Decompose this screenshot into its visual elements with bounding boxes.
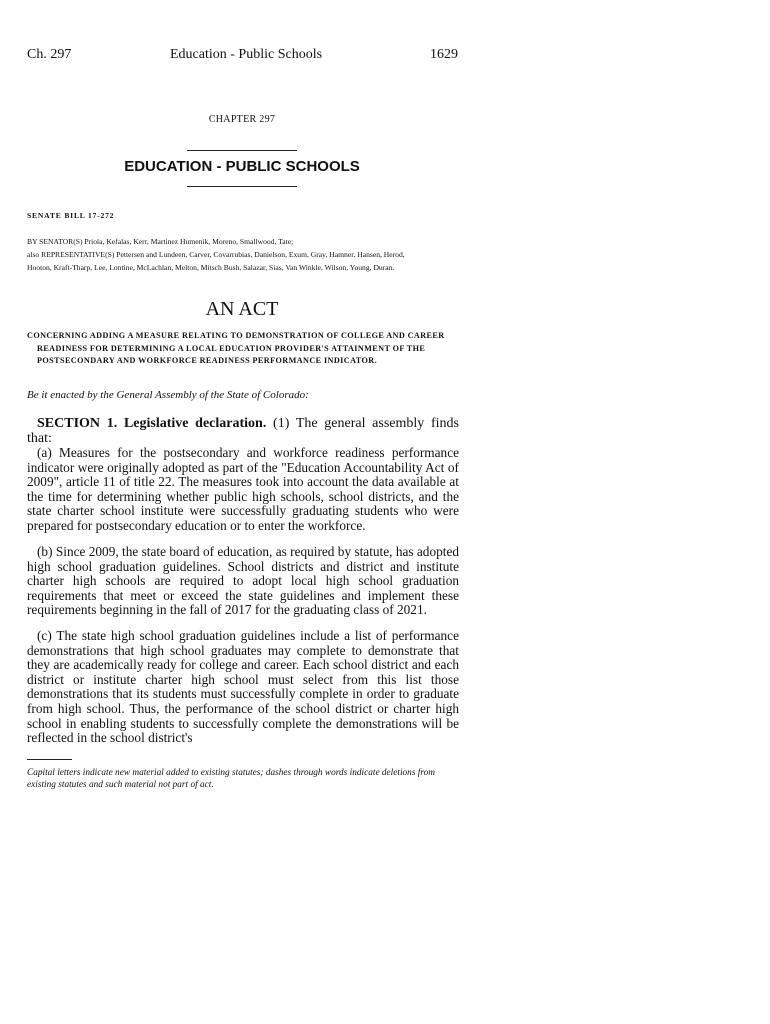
section-1-heading xyxy=(27,417,459,446)
paragraph-b: (b) Since 2009, the state board of education, as required by statute, has adopted high school graduation guidelines. School districts and district and institute charter high schools are required to adopt local high school graduation requirements that meet or exceed the state guidelines and implement these requirements beginning in the fall of 2017 for the graduating class of 2021. xyxy=(27,544,459,618)
sponsors-senators: BY SENATOR(S) Priola, Kefalas, Kerr, Martinez Humenik, Moreno, Smallwood, Tate; xyxy=(27,237,294,246)
act-title-concerning xyxy=(27,330,459,368)
chapter-label: CHAPTER 297 xyxy=(208,114,276,125)
concerning-line-2: READINESS FOR DETERMINING A LOCAL EDUCATION PROVIDER'S ATTAINMENT OF THE xyxy=(37,343,426,353)
concerning-line-3: POSTSECONDARY AND WORKFORCE READINESS PERFORMANCE INDICATOR. xyxy=(37,356,378,365)
sponsors-block xyxy=(27,235,459,274)
bill-number: SENATE BILL 17-272 xyxy=(27,211,115,220)
chapter-reference: Ch. 297 xyxy=(27,47,72,62)
section-intro-text: (1) The general assembly finds that: xyxy=(27,416,459,446)
footnote: Capital letters indicate new material added to existing statutes; dashes through words indicate deletions from existing statutes and such material not part of act. xyxy=(27,768,435,790)
page-number: 1629 xyxy=(430,47,458,62)
footnote-rule xyxy=(27,759,72,760)
sponsors-representatives: also REPRESENTATIVE(S) Pettersen and Lundeen, Carver, Covarrubias, Danielson, Exum, Gray, Hamner, Hansen, Herod, xyxy=(27,250,405,259)
enacting-clause: Be it enacted by the General Assembly of the State of Colorado: xyxy=(27,389,309,401)
concerning-line-1: CONCERNING ADDING A MEASURE RELATING TO DEMONSTRATION OF COLLEGE AND CAREER xyxy=(27,331,445,340)
act-heading: AN ACT xyxy=(205,298,279,320)
section-label: SECTION 1. xyxy=(37,416,118,431)
section-heading: Legislative declaration. xyxy=(123,416,267,431)
paragraph-a: (a) Measures for the postsecondary and workforce readiness performance indicator were originally adopted as part of the "Education Accountability Act of 2009", article 11 of title 22. The measures took into account the data available at the time for determining whether public high schools, school districts, and the state charter school institute were successfully graduating students who were prepared for postsecondary education or to enter the workforce. xyxy=(27,445,459,533)
document-title: EDUCATION - PUBLIC SCHOOLS xyxy=(124,158,360,175)
title-rule-top xyxy=(187,150,297,151)
running-header-topic: Education - Public Schools xyxy=(170,47,323,62)
paragraph-c: (c) The state high school graduation guidelines include a list of performance demonstrations that high school graduates may complete to demonstrate that they are academically ready for college and career. Each school district and each district or institute charter high school must select from this list those demonstrations that its students must successfully complete in order to graduate from high school. Thus, the performance of the school district or charter high school in enabling students to successfully complete the demonstrations will be reflected in the school district's xyxy=(27,628,459,746)
sponsors-representatives-cont: Hooton, Kraft-Tharp, Lee, Lontine, McLachlan, Melton, Mitsch Bush, Salazar, Sias, Van Winkle, Wilson, Young, Duran. xyxy=(27,263,395,272)
title-rule-bottom xyxy=(187,186,297,187)
